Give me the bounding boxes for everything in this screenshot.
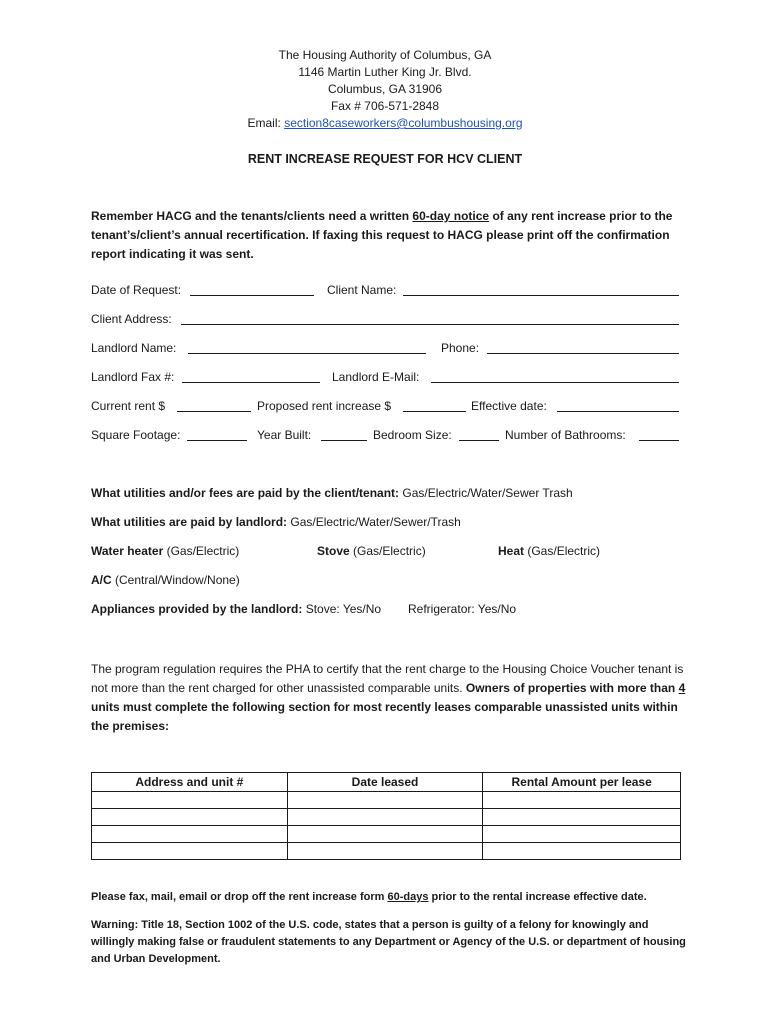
column-header-date-leased: Date leased: [287, 773, 483, 792]
appliances-line: [91, 602, 381, 616]
current-rent-field[interactable]: [177, 399, 251, 412]
ac-label: A/C: [91, 573, 112, 587]
table-row: [92, 792, 681, 809]
square-footage-label: Square Footage:: [91, 428, 181, 442]
heat-label: Heat: [498, 544, 525, 558]
date-leased-cell[interactable]: [287, 809, 483, 826]
heat-line: [498, 544, 600, 558]
instructions-post: prior to the rental increase effective date.: [428, 891, 647, 903]
landlord-utilities-line: [91, 515, 461, 529]
rental-amount-cell[interactable]: [483, 826, 681, 843]
notice-paragraph: [91, 207, 691, 264]
row-landlord-utilities: [91, 515, 681, 533]
tenant-utilities-label: What utilities and/or fees are paid by the client/tenant:: [91, 486, 400, 500]
date-of-request-label: Date of Request:: [91, 283, 182, 297]
client-name-label: Client Name:: [327, 283, 397, 297]
email-link[interactable]: section8caseworkers@columbushousing.org: [284, 116, 523, 130]
submission-instructions: [91, 889, 691, 906]
landlord-utilities-label: What utilities are paid by landlord:: [91, 515, 288, 529]
date-leased-cell[interactable]: [287, 843, 483, 860]
square-footage-field[interactable]: [187, 428, 247, 441]
landlord-email-label: Landlord E-Mail:: [332, 370, 420, 384]
header-email-line: [0, 115, 770, 132]
row-rent: [91, 399, 681, 417]
comparable-units-table: [91, 772, 681, 860]
bedroom-size-field[interactable]: [459, 428, 499, 441]
table-row: [92, 809, 681, 826]
header-city: Columbus, GA 31906: [327, 82, 443, 96]
instructions-pre: Please fax, mail, email or drop off the rent increase form: [91, 891, 388, 903]
table-row: [92, 826, 681, 843]
row-heating: [91, 544, 681, 562]
date-of-request-field[interactable]: [190, 283, 314, 296]
notice-pre: Remember HACG and the tenants/clients need a written: [91, 209, 413, 223]
stove-label: Stove: [317, 544, 350, 558]
tenant-utilities-line: [91, 486, 573, 500]
regulation-bold-post: units must complete the following section for most recently leases comparable unassisted units within the premises:: [91, 700, 678, 733]
water-heater-value: (Gas/Electric): [163, 544, 240, 558]
year-built-field[interactable]: [321, 428, 367, 441]
current-rent-label: Current rent $: [91, 399, 166, 413]
row-client-address: [91, 312, 681, 330]
warning-paragraph: Warning: Title 18, Section 1002 of the U.S. code, states that a person is guilty of a felony for knowingly and willingly making false or fraudulent statements to any Department or Agency of the U.S. or department of housing and Urban Development.: [91, 919, 686, 965]
address-cell[interactable]: [92, 826, 288, 843]
date-leased-cell[interactable]: [287, 792, 483, 809]
row-fax-email: [91, 370, 681, 388]
notice-post: of any rent increase prior to the tenant’s/client’s annual recertification. If faxing this request to HACG please print off the confirmation report indicating it was sent.: [91, 209, 673, 261]
form-title: RENT INCREASE REQUEST FOR HCV CLIENT: [247, 152, 523, 166]
landlord-fax-label: Landlord Fax #:: [91, 370, 175, 384]
client-address-field[interactable]: [181, 312, 679, 325]
bathrooms-field[interactable]: [639, 428, 679, 441]
instructions-emphasis: 60-days: [387, 891, 429, 903]
phone-field[interactable]: [487, 341, 679, 354]
header-street: 1146 Martin Luther King Jr. Blvd.: [298, 65, 472, 79]
regulation-unit-count: 4: [678, 681, 686, 695]
row-date-client: [91, 283, 681, 301]
notice-emphasis: 60-day notice: [412, 209, 490, 223]
rental-amount-cell[interactable]: [483, 792, 681, 809]
table-row: [92, 843, 681, 860]
effective-date-field[interactable]: [557, 399, 679, 412]
water-heater-label: Water heater: [91, 544, 164, 558]
client-address-label: Client Address:: [91, 312, 172, 326]
column-header-address: Address and unit #: [92, 773, 288, 792]
ac-value: (Central/Window/None): [111, 573, 240, 587]
regulation-text: The program regulation requires the PHA to certify that the rent charge to the Housing Choice Voucher tenant is not more than the rent charged for other unassisted comparable units.: [91, 662, 684, 695]
row-landlord-phone: [91, 341, 681, 359]
landlord-utilities-value: Gas/Electric/Water/Sewer/Trash: [287, 515, 461, 529]
bathrooms-label: Number of Bathrooms:: [505, 428, 626, 442]
year-built-label: Year Built:: [257, 428, 312, 442]
client-name-field[interactable]: [403, 283, 679, 296]
address-cell[interactable]: [92, 792, 288, 809]
water-heater-line: [91, 544, 239, 558]
stove-value: (Gas/Electric): [349, 544, 426, 558]
regulation-bold-pre: Owners of properties with more than: [465, 681, 679, 695]
landlord-name-field[interactable]: [188, 341, 426, 354]
address-cell[interactable]: [92, 809, 288, 826]
address-cell[interactable]: [92, 843, 288, 860]
proposed-increase-field[interactable]: [403, 399, 466, 412]
header-org: The Housing Authority of Columbus, GA: [278, 48, 492, 62]
row-tenant-utilities: [91, 486, 681, 504]
row-property: [91, 428, 681, 446]
proposed-increase-label: Proposed rent increase $: [257, 399, 392, 413]
landlord-fax-field[interactable]: [182, 370, 320, 383]
heat-value: (Gas/Electric): [524, 544, 601, 558]
ac-line: [91, 573, 240, 587]
date-leased-cell[interactable]: [287, 826, 483, 843]
tenant-utilities-value: Gas/Electric/Water/Sewer Trash: [399, 486, 573, 500]
rental-amount-cell[interactable]: [483, 843, 681, 860]
phone-label: Phone:: [441, 341, 480, 355]
stove-yes-no: Stove: Yes/No: [302, 602, 382, 616]
refrigerator-yes-no: Refrigerator: Yes/No: [408, 602, 517, 616]
row-appliances: [91, 602, 681, 620]
landlord-email-field[interactable]: [431, 370, 679, 383]
row-ac: [91, 573, 681, 591]
column-header-rental-amount: Rental Amount per lease: [483, 773, 681, 792]
appliances-label: Appliances provided by the landlord:: [91, 602, 303, 616]
regulation-paragraph: [91, 660, 691, 736]
email-label: Email:: [247, 116, 285, 130]
effective-date-label: Effective date:: [471, 399, 547, 413]
landlord-name-label: Landlord Name:: [91, 341, 177, 355]
rental-amount-cell[interactable]: [483, 809, 681, 826]
bedroom-size-label: Bedroom Size:: [373, 428, 452, 442]
table-header-row: [92, 773, 681, 792]
header-fax: Fax # 706-571-2848: [330, 99, 440, 113]
stove-line: [317, 544, 426, 558]
